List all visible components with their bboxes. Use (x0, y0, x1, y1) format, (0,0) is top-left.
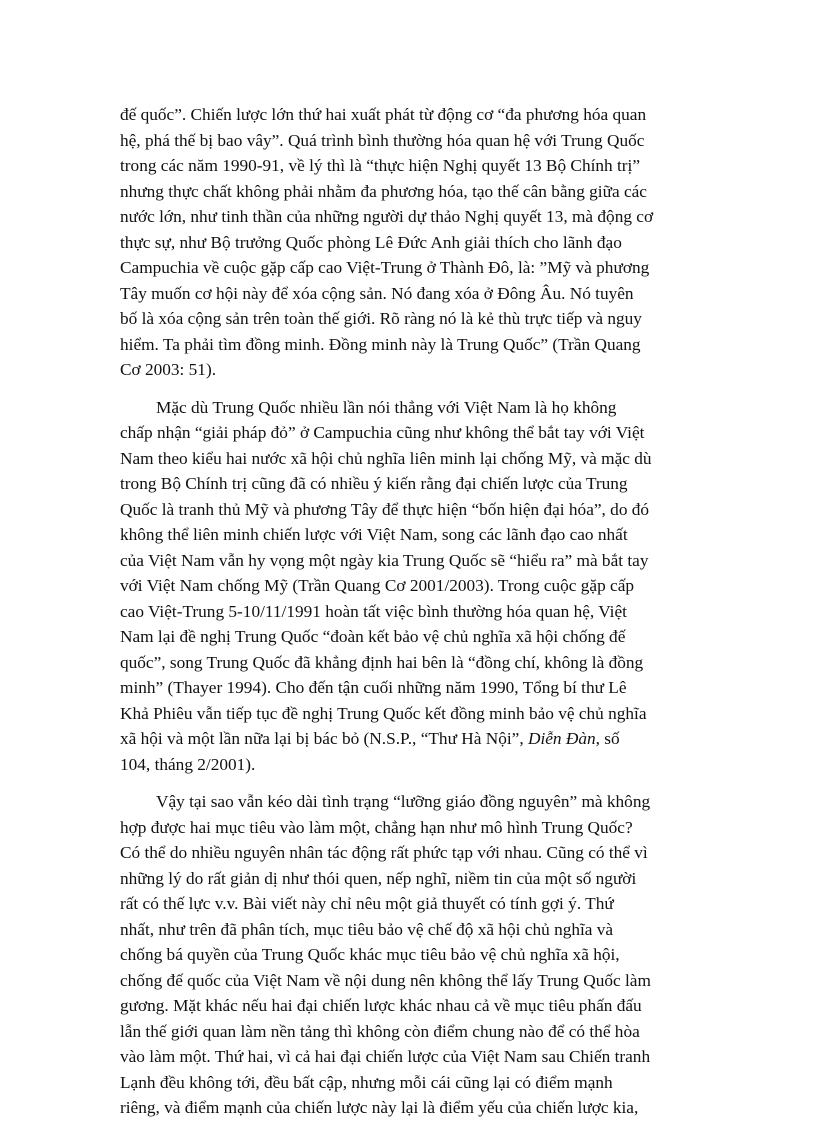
text-line: không thể liên minh chiến lược với Việt Nam, song các lãnh đạo cao nhất (120, 525, 628, 544)
text-line: nhưng thực chất không phải nhằm đa phương hóa, tạo thế cân bằng giữa các (120, 181, 647, 201)
text-line: vào làm một. Thứ hai, vì cả hai đại chiến lược của Việt Nam sau Chiến tranh (120, 1047, 651, 1066)
text-line: hiểm. Ta phải tìm đồng minh. Đồng minh này là Trung Quốc” (Trần Quang (120, 334, 641, 354)
text-line: của Việt Nam vẫn hy vọng một ngày kia Trung Quốc sẽ “hiểu ra” mà bắt tay (120, 550, 649, 570)
text-line: với Việt Nam chống Mỹ (Trần Quang Cơ 2001/2003). Trong cuộc gặp cấp (120, 576, 635, 595)
text-line: hệ, phá thế bị bao vây”. Quá trình bình thường hóa quan hệ với Trung Quốc (120, 130, 645, 150)
text-line: quốc”, song Trung Quốc đã khẳng định hai bên là “đồng chí, không là đồng (120, 652, 644, 672)
text-line: Quốc là tranh thủ Mỹ và phương Tây để thực hiện “bốn hiện đại hóa”, do đó (120, 499, 650, 519)
text-segment: , số (595, 729, 620, 748)
text-line: Tây muốn cơ hội này để xóa cộng sản. Nó đang xóa ở Đông Âu. Nó tuyên (120, 283, 634, 303)
text-line: Lạnh đều không tới, đều bất cập, nhưng mỗi cái cũng lại có điểm mạnh (120, 1072, 613, 1092)
journal-title: Diễn Đàn (527, 729, 596, 748)
text-line: nhất, như trên đã phân tích, mục tiêu bảo vệ chế độ xã hội chủ nghĩa và (120, 919, 614, 939)
text-line: cao Việt-Trung 5-10/11/1991 hoàn tất việc bình thường hóa quan hệ, Việt (120, 601, 627, 621)
text-line: trong các năm 1990-91, về lý thì là “thực hiện Nghị quyết 13 Bộ Chính trị” (120, 156, 641, 175)
text-line: rất có thế lực v.v. Bài viết này chỉ nêu một giả thuyết có tính gợi ý. Thứ (120, 894, 614, 913)
text-line: Campuchia về cuộc gặp cấp cao Việt-Trung ở Thành Đô, là: ”Mỹ và phương (120, 258, 650, 277)
text-line: Nam lại đề nghị Trung Quốc “đoàn kết bảo vệ chủ nghĩa xã hội chống đế (120, 627, 626, 646)
text-line: chống đế quốc của Việt Nam về nội dung nên không thể lấy Trung Quốc làm (120, 970, 651, 990)
text-line: bố là xóa cộng sản trên toàn thế giới. Rõ ràng nó là kẻ thù trực tiếp và nguy (120, 309, 642, 328)
text-line: lẫn thế giới quan làm nền tảng thì không còn điểm chung nào để có thể hòa (120, 1021, 640, 1041)
text-line: riêng, và điểm mạnh của chiến lược này lại là điểm yếu của chiến lược kia, (120, 1098, 639, 1117)
text-line: Có thể do nhiều nguyên nhân tác động rất phức tạp với nhau. Cũng có thể vì (120, 843, 648, 862)
text-line: gương. Mặt khác nếu hai đại chiến lược khác nhau cả về mục tiêu phấn đấu (120, 996, 642, 1015)
text-line: đế quốc”. Chiến lược lớn thứ hai xuất phát từ động cơ “đa phương hóa quan (120, 105, 647, 124)
text-line: Cơ 2003: 51). (120, 360, 217, 379)
text-line-with-italic (120, 726, 698, 752)
text-line: minh” (Thayer 1994). Cho đến tận cuối những năm 1990, Tổng bí thư Lê (120, 678, 627, 697)
text-line: chống bá quyền của Trung Quốc khác mục tiêu bảo vệ chủ nghĩa xã hội, (120, 945, 620, 964)
text-line: Vậy tại sao vẫn kéo dài tình trạng “lưỡng giáo đồng nguyên” mà không (156, 792, 651, 811)
paragraph-3 (120, 789, 698, 1121)
text-line: Mặc dù Trung Quốc nhiều lần nói thẳng với Việt Nam là họ không (156, 397, 617, 417)
text-line: thực sự, như Bộ trưởng Quốc phòng Lê Đức Anh giải thích cho lãnh đạo (120, 232, 622, 252)
document-page (120, 102, 698, 1133)
paragraph-1 (120, 102, 698, 383)
text-line: trong Bộ Chính trị cũng đã có nhiều ý kiến rằng đại chiến lược của Trung (120, 474, 628, 493)
text-line: chấp nhận “giải pháp đỏ” ở Campuchia cũng như không thể bắt tay với Việt (120, 423, 645, 442)
text-line: nước lớn, như tinh thần của những người dự thảo Nghị quyết 13, mà động cơ (120, 207, 654, 226)
text-line: hợp được hai mục tiêu vào làm một, chẳng hạn như mô hình Trung Quốc? (120, 817, 633, 837)
text-segment: xã hội và một lần nữa lại bị bác bỏ (N.S.P., “Thư Hà Nội”, (120, 729, 528, 748)
text-line: 104, tháng 2/2001). (120, 754, 256, 774)
text-line: Nam theo kiểu hai nước xã hội chủ nghĩa liên minh lại chống Mỹ, và mặc dù (120, 448, 652, 468)
paragraph-2 (120, 395, 698, 778)
text-line: những lý do rất giản dị như thói quen, nếp nghĩ, niềm tin của một số người (120, 868, 637, 888)
text-line: Khả Phiêu vẫn tiếp tục đề nghị Trung Quốc kết đồng minh bảo vệ chủ nghĩa (120, 703, 647, 723)
